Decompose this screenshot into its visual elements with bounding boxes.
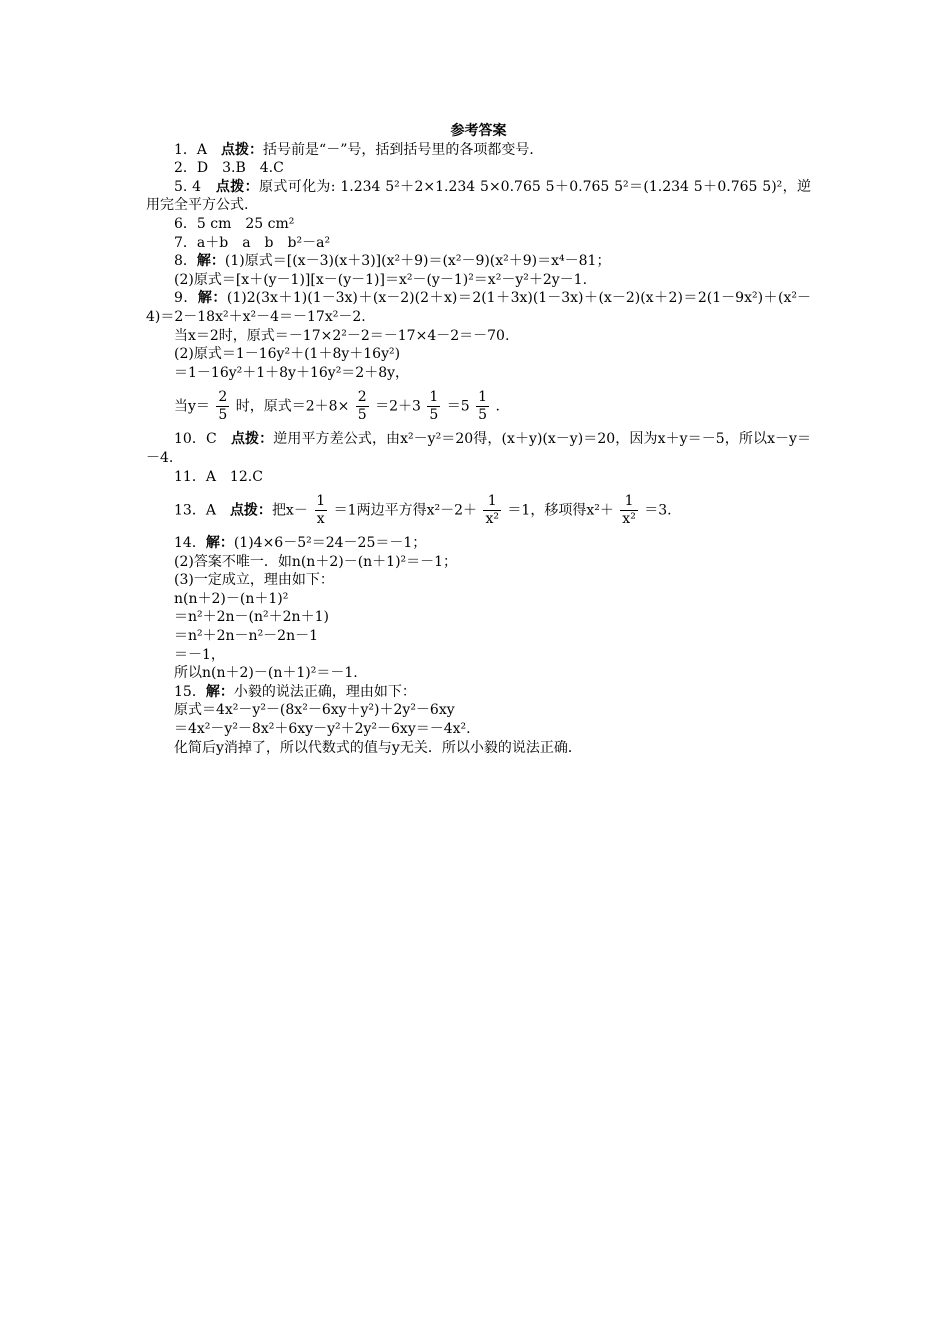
answer-14-line-8: 所以n(n＋2)－(n＋1)²＝－1. (174, 665, 358, 682)
answer-14-line-3: (3)一定成立，理由如下： (174, 572, 334, 589)
answer-10: 10．C 点拨：逆用平方差公式，由x²－y²＝20得，(x＋y)(x－y)＝20，因为x＋y＝－5，所以x－y＝－4. (146, 431, 812, 466)
answer-14-line-5: ＝n²＋2n－(n²＋2n＋1) (174, 609, 329, 626)
answer-9-line-3: (2)原式＝1－16y²＋(1＋8y＋16y²) (174, 346, 401, 363)
answer-14-line-7: ＝－1， (174, 646, 225, 663)
fraction-one-fifth: $\frac{1}{5}$ (429, 388, 439, 423)
answer-14-line-1: 14．解：(1)4×6－5²＝24－25＝－1； (174, 535, 427, 552)
fraction-one-over-x-squared: $\frac{1}{\text{x²}}$ (622, 492, 636, 527)
answer-9-line-1: 9．解：(1)2(3x＋1)(1－3x)＋(x－2)(2＋x)＝2(1＋3x)(1－3x)＋(x－2)(x＋2)＝2(1－9x²)＋(x²－4)＝2－18x²＋x²－4＝－17x²－2. (146, 290, 812, 325)
answer-9-line-5: 当y＝ $\frac{2}{5}$ 时，原式＝2＋8× $\frac{2}{5}$ ＝2＋3 $\frac{1}{5}$ ＝5 $\frac{1}{5}$ . (174, 388, 500, 423)
answer-15-line-3: ＝4x²－y²－8x²＋6xy－y²＋2y²－6xy＝－4x². (174, 721, 471, 738)
answer-1: 1．A 点拨：括号前是“－”号，括到括号里的各项都变号． (174, 141, 544, 158)
fraction-one-over-x: $\frac{1}{x}$ (316, 492, 326, 527)
answer-13: 13．A 点拨：把x－ $\frac{1}{x}$ ＝1两边平方得x²－2＋ $\frac{1}{\text{x²}}$ ＝1，移项得x²＋ $\frac{1}{\text{x²}}$ ＝3. (174, 492, 672, 527)
page-title: 参考答案 (450, 123, 507, 139)
fraction-two-fifths: $\frac{2}{5}$ (357, 388, 367, 423)
fraction-one-over-x-squared: $\frac{1}{\text{x²}}$ (485, 492, 499, 527)
answer-6: 6．5 cm 25 cm² (174, 215, 295, 232)
answer-page (146, 122, 811, 757)
answer-15-line-1: 15．解：小毅的说法正确，理由如下： (174, 683, 416, 700)
answer-15-line-2: 原式＝4x²－y²－(8x²－6xy＋y²)＋2y²－6xy (174, 702, 455, 719)
fraction-two-fifths: $\frac{2}{5}$ (218, 388, 228, 423)
answer-14-line-2: (2)答案不唯一．如n(n＋2)－(n＋1)²＝－1； (174, 553, 458, 570)
answer-7: 7．a＋b a b b²－a² (174, 234, 331, 251)
answer-9-line-4: ＝1－16y²＋1＋8y＋16y²＝2＋8y， (174, 364, 410, 381)
answer-14-line-6: ＝n²＋2n－n²－2n－1 (174, 628, 319, 645)
answer-8-line-2: (2)原式＝[x＋(y－1)][x－(y－1)]＝x²－(y－1)²＝x²－y²＋2y－1. (174, 271, 588, 288)
answer-15-line-4: 化简后y消掉了，所以代数式的值与y无关．所以小毅的说法正确． (174, 739, 582, 756)
answer-8-line-1: 8．解：(1)原式＝[(x－3)(x＋3)](x²＋9)＝(x²－9)(x²＋9)＝x⁴－81； (174, 253, 611, 270)
answer-14-line-4: n(n＋2)－(n＋1)² (174, 590, 289, 607)
answer-5: 5. 4 点拨：原式可化为: 1.234 5²＋2×1.234 5×0.765 5＋0.765 5²＝(1.234 5＋0.765 5)²，逆用完全平方公式. (146, 178, 812, 214)
answer-9-line-2: 当x＝2时，原式＝－17×2²－2＝－17×4－2＝－70. (174, 327, 510, 344)
fraction-one-fifth: $\frac{1}{5}$ (478, 388, 488, 423)
answer-11-12: 11．A 12.C (174, 468, 263, 485)
answer-2-4: 2．D 3.B 4.C (174, 160, 284, 177)
